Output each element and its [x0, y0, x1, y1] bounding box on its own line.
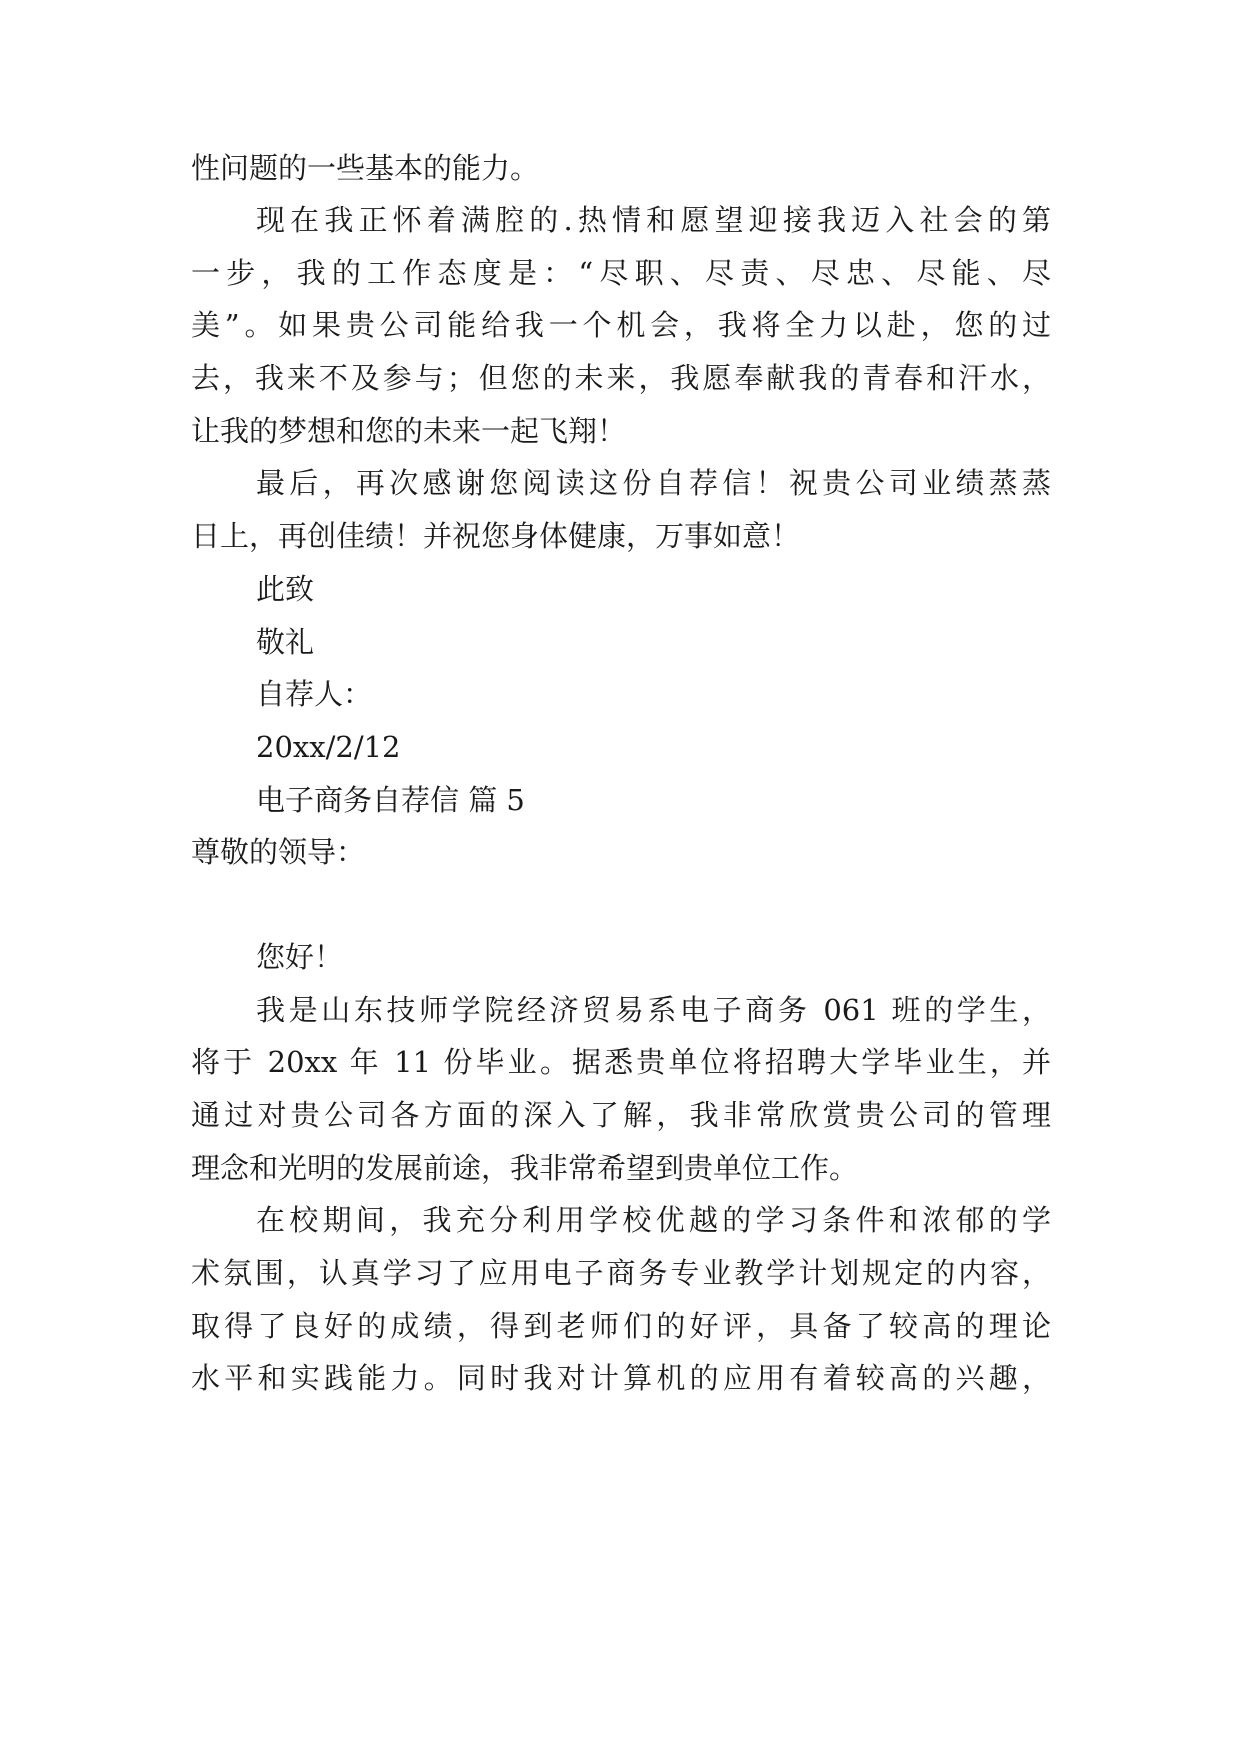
text-line-21: 术氛围，认真学习了应用电子商务专业教学计划规定的内容， [191, 1256, 1051, 1290]
text-line-7: 最后，再次感谢您阅读这份自荐信！祝贵公司业绩蒸蒸 [256, 466, 1051, 500]
greeting: 您好！ [256, 940, 344, 974]
text-line-2: 现在我正怀着满腔的.热情和愿望迎接我迈入社会的第 [256, 203, 1051, 237]
text-line-16: 我是山东技师学院经济贸易系电子商务 061 班的学生， [256, 993, 1051, 1027]
section-heading: 电子商务自荐信 篇 5 [256, 783, 525, 817]
text-line-18: 通过对贵公司各方面的深入了解，我非常欣赏贵公司的管理 [191, 1098, 1051, 1132]
text-line-3: 一步，我的工作态度是：“尽职、尽责、尽忠、尽能、尽 [191, 256, 1051, 290]
text-line-17: 将于 20xx 年 11 份毕业。据悉贵单位将招聘大学毕业生，并 [191, 1045, 1051, 1079]
text-line-8: 日上，再创佳绩！并祝您身体健康，万事如意！ [191, 519, 801, 553]
text-line-5: 去，我来不及参与；但您的未来，我愿奉献我的青春和汗水， [191, 361, 1051, 395]
text-line-4: 美”。如果贵公司能给我一个机会，我将全力以赴，您的过 [191, 308, 1051, 342]
text-line-23: 水平和实践能力。同时我对计算机的应用有着较高的兴趣， [191, 1361, 1051, 1395]
signature-date: 20xx/2/12 [256, 730, 401, 764]
closing-jingli: 敬礼 [256, 625, 315, 659]
text-line-22: 取得了良好的成绩，得到老师们的好评，具备了较高的理论 [191, 1309, 1051, 1343]
text-line-19: 理念和光明的发展前途，我非常希望到贵单位工作。 [191, 1151, 859, 1185]
signature-label: 自荐人： [256, 677, 373, 711]
closing-cizhi: 此致 [256, 572, 315, 606]
text-line-6: 让我的梦想和您的未来一起飞翔！ [191, 414, 627, 448]
text-line-20: 在校期间，我充分利用学校优越的学习条件和浓郁的学 [256, 1203, 1051, 1237]
text-line-1: 性问题的一些基本的能力。 [191, 151, 540, 185]
salutation: 尊敬的领导： [191, 835, 366, 869]
